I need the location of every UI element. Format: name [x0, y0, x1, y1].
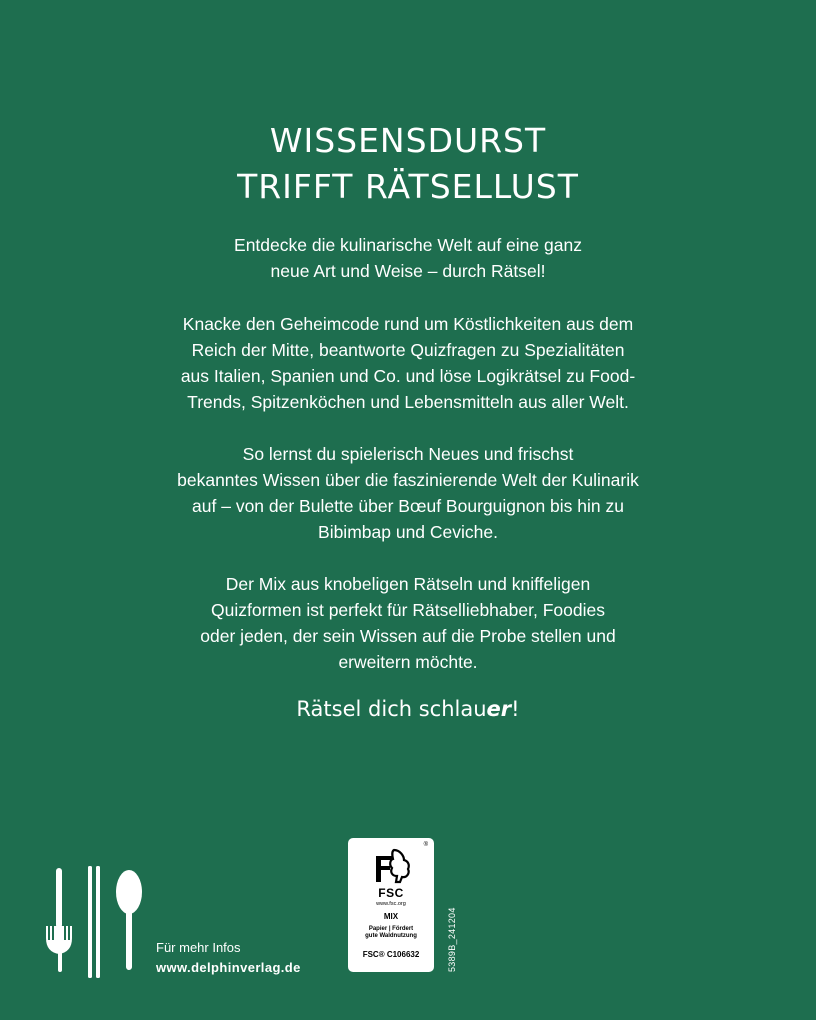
- fsc-license-code: FSC® C106632: [362, 950, 420, 959]
- tagline-suffix: !: [511, 697, 520, 721]
- fsc-registered-mark: ®: [423, 842, 428, 848]
- paragraph-line: Reich der Mitte, beantworte Quizfragen zu Spezialitäten: [191, 340, 625, 360]
- spoon-icon: [116, 870, 142, 970]
- tagline-prefix: Rätsel dich schlau: [296, 697, 487, 721]
- info-label: Für mehr Infos: [156, 940, 241, 955]
- fsc-tree-icon: [370, 846, 412, 886]
- paragraph-line: erweitern möchte.: [338, 652, 478, 672]
- paragraph-intro: [100, 232, 716, 284]
- info-block: [156, 938, 301, 978]
- headline-line-1: WISSENSDURST: [269, 121, 547, 160]
- paragraph-audience: [100, 571, 716, 675]
- article-number: 5389B_241204: [447, 907, 457, 972]
- paragraph-line: oder jeden, der sein Wissen auf die Probe stellen und: [200, 626, 616, 646]
- chopsticks-icon: [88, 866, 100, 978]
- paragraph-line: bekanntes Wissen über die faszinierende Welt der Kulinarik: [177, 470, 639, 490]
- paragraph-line: Quizformen ist perfekt für Rätselliebhaber, Foodies: [211, 600, 605, 620]
- fsc-mix: MIX: [383, 912, 399, 921]
- paragraph-line: Entdecke die kulinarische Welt auf eine ganz: [234, 235, 582, 255]
- paragraph-line: neue Art und Weise – durch Rätsel!: [270, 261, 546, 281]
- tagline-emphasis: er: [486, 697, 512, 721]
- fsc-brand: FSC: [378, 886, 404, 900]
- paragraph-content: [100, 311, 716, 415]
- headline-line-2: TRIFFT RÄTSELLUST: [237, 167, 579, 206]
- fork-icon: [46, 868, 72, 972]
- paragraph-learning: [100, 441, 716, 545]
- cutlery-icon: [44, 866, 148, 980]
- paragraph-line: Trends, Spitzenköchen und Lebensmitteln aus aller Welt.: [187, 392, 629, 412]
- tagline: [0, 694, 816, 724]
- fsc-website: www.fsc.org: [376, 901, 406, 907]
- paragraph-line: So lernst du spielerisch Neues und frischst: [242, 444, 574, 464]
- fsc-description-line-2: gute Waldnutzung: [365, 933, 417, 939]
- headline: [0, 118, 816, 210]
- paragraph-line: auf – von der Bulette über Bœuf Bourguignon bis hin zu: [192, 496, 624, 516]
- paragraph-line: Knacke den Geheimcode rund um Köstlichkeiten aus dem: [182, 314, 634, 334]
- paragraph-line: aus Italien, Spanien und Co. und löse Logikrätsel zu Food-: [180, 366, 636, 386]
- website-link[interactable]: www.delphinverlag.de: [156, 960, 301, 975]
- paragraph-line: Bibimbap und Ceviche.: [318, 522, 498, 542]
- paragraph-line: Der Mix aus knobeligen Rätseln und kniffeligen: [225, 574, 591, 594]
- fsc-label: [348, 838, 434, 972]
- fsc-description-line-1: Papier | Fördert: [368, 926, 414, 932]
